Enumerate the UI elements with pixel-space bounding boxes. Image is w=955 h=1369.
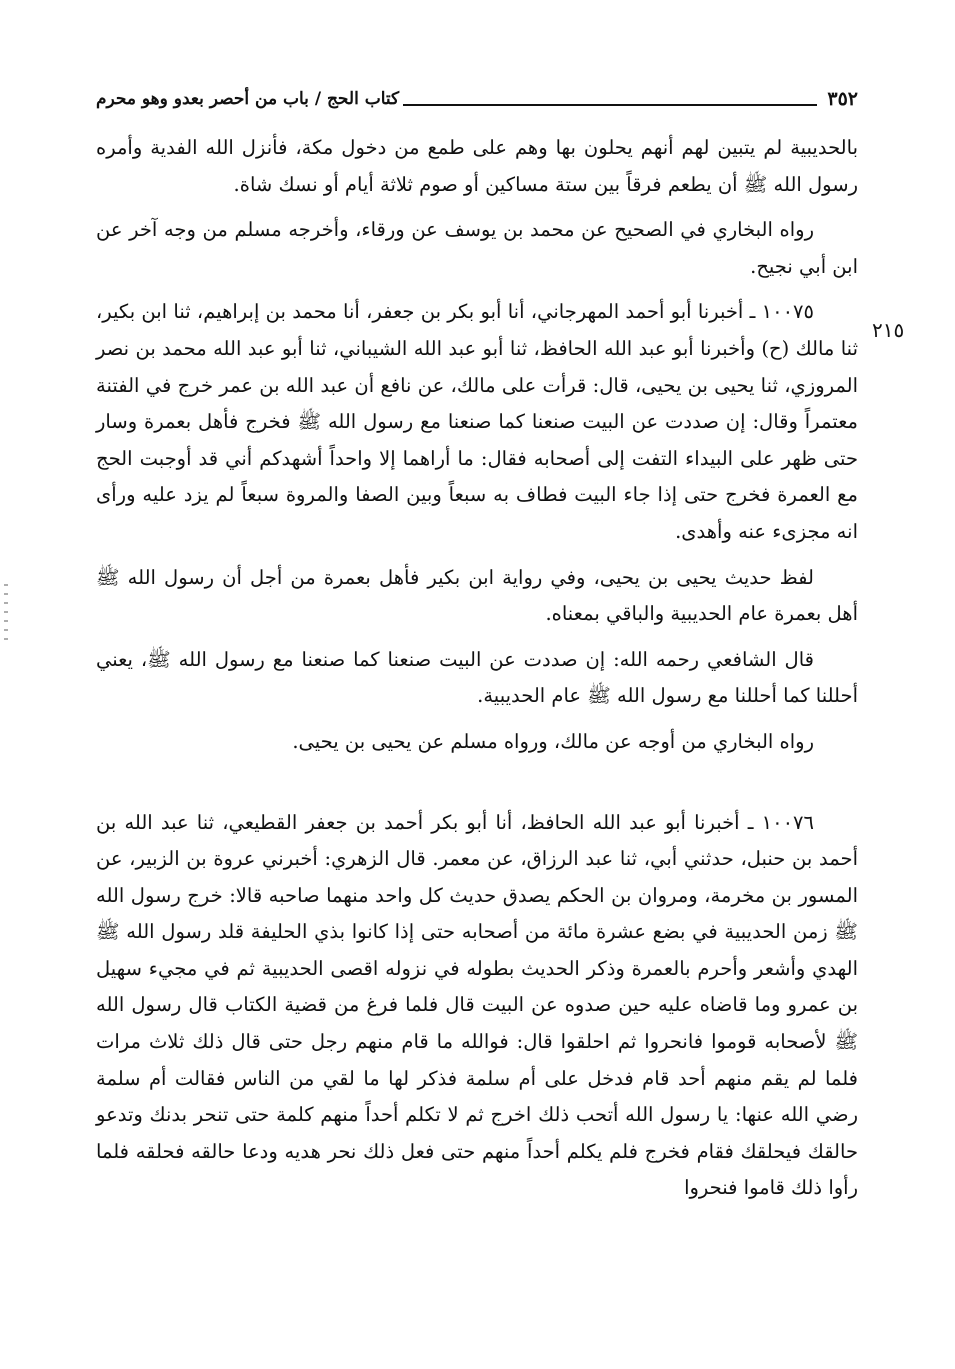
running-title: كتاب الحج / باب من أحصر بعدو وهو محرم	[96, 89, 400, 109]
scan-edge-marks	[4, 584, 8, 644]
page-header	[96, 84, 858, 114]
page-number: ٣٥٢	[827, 88, 858, 110]
paragraph-wording-note: لفظ حديث يحيى بن يحيى، وفي رواية ابن بكير فأهل بعمرة من أجل أن رسول الله ﷺ أهل بعمرة عام الحديبية والباقي بمعناه.	[96, 565, 858, 626]
paragraph-continuation: بالحديبية لم يتبين لهم أنهم يحلون بها وهم على طمع من دخول مكة، فأنزل الله الفدية وأمره رسول الله ﷺ أن يطعم فرقاً بين ستة مساكين أو صوم ثلاثة أيام أو نسك شاة.	[96, 136, 858, 196]
paragraph-shafii-quote: قال الشافعي رحمه الله: إن صددت عن البيت صنعنا كما صنعنا مع رسول الله ﷺ، يعني أحللنا كما أحللنا مع رسول الله ﷺ عام الحديبية.	[96, 647, 858, 708]
paragraph-hadith-10075: ١٠٠٧٥ ـ أخبرنا أبو أحمد المهرجاني، أنا أبو بكر بن جعفر، أنا محمد بن إبراهيم، ثنا ابن بكير، ثنا مالك (ح) وأخبرنا أبو عبد الله الحافظ، ثنا أبو عبد الله الشيباني، ثنا أبو عبد الله محمد بن نصر المروزي، ثنا يحيى بن يحيى، قال: قرأت على مالك، عن نافع أن عبد الله بن عمر خرج في الفتنة معتمراً وقال: إن صددت عن البيت صنعنا كما صنعنا مع رسول الله ﷺ فخرج فأهل بعمرة وسار حتى ظهر على البيداء التفت إلى أصحابه فقال: ما أراهما إلا واحداً أشهدكم أني قد أوجبت الحج مع العمرة فخرج حتى إذا جاء البيت فطاف به سبعاً وبين الصفا والمروة سبعاً لم يزد عليه ورأى انه مجزىء عنه وأهدى.	[96, 300, 858, 543]
header-rule	[403, 104, 817, 106]
paragraph-hadith-10076: ١٠٠٧٦ ـ أخبرنا أبو عبد الله الحافظ، أنا أبو بكر أحمد بن جعفر القطيعي، ثنا عبد الله بن أحمد بن حنبل، حدثني أبي، ثنا عبد الرزاق، عن معمر. قال الزهري: أخبرني عروة بن الزبير، عن المسور بن مخرمة، ومروان بن الحكم يصدق حديث كل واحد منهما صاحبه قالا: خرج رسول الله ﷺ زمن الحديبية في بضع عشرة مائة من أصحابه حتى إذا كانوا بذي الحليفة قلد رسول الله ﷺ الهدي وأشعر وأحرم بالعمرة وذكر الحديث بطوله في نزوله اقصى الحديبية ثم في مجيء سهيل بن عمرو وما قاضاه عليه حين صدوه عن البيت قال فلما فرغ من قضية الكتاب قال رسول الله ﷺ لأصحابه قوموا فانحروا ثم احلقوا قال: فوالله ما قام منهم رجل حتى قال ذلك ثلاث مرات فلما لم يقم منهم أحد قام فدخل على أم سلمة فذكر لها ما لقي من الناس فقالت أم سلمة رضي الله عنها: يا رسول الله أتحب ذلك اخرج ثم لا تكلم أحداً منهم كلمة حتى تنحر بدنك وتدعو حالقك فيحلقك فقام فخرج فلم يكلم أحداً منهم حتى فعل ذلك نحر هديه ودعا حالقه فحلقه فلما رأوا ذلك قاموا فنحروا	[96, 810, 858, 1200]
margin-note: ٢١٥	[872, 318, 905, 342]
paragraph-narration-note: رواه البخاري من أوجه عن مالك، ورواه مسلم عن يحيى بن يحيى.	[292, 729, 814, 753]
page-body	[96, 130, 858, 1207]
paragraph-bukhari-note: رواه البخاري في الصحيح عن محمد بن يوسف عن ورقاء، وأخرجه مسلم من وجه آخر عن ابن أبي نجيح.	[96, 218, 858, 278]
